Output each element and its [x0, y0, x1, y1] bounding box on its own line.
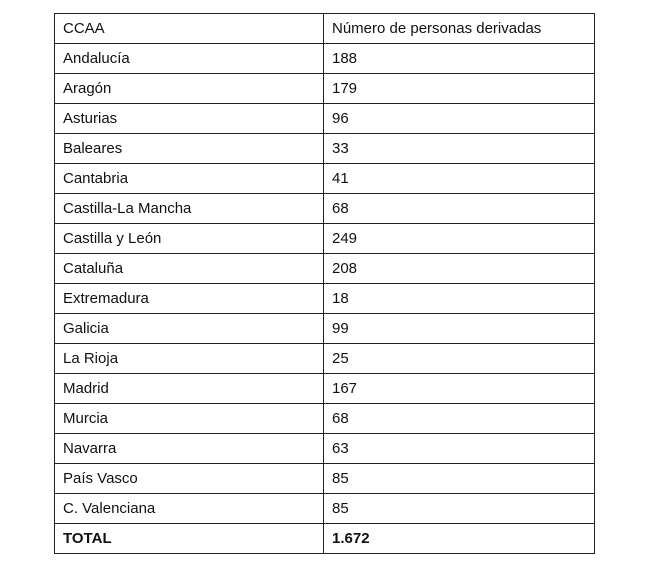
count-cell: 68 — [324, 404, 595, 434]
region-cell: Castilla y León — [55, 224, 324, 254]
count-cell: 25 — [324, 344, 595, 374]
total-value: 1.672 — [324, 524, 595, 554]
region-cell: C. Valenciana — [55, 494, 324, 524]
derivations-table — [54, 13, 595, 554]
count-cell: 41 — [324, 164, 595, 194]
total-label: TOTAL — [55, 524, 324, 554]
count-cell: 167 — [324, 374, 595, 404]
table-row — [55, 74, 595, 104]
table-row — [55, 44, 595, 74]
region-cell: La Rioja — [55, 344, 324, 374]
table-row — [55, 374, 595, 404]
region-cell: Baleares — [55, 134, 324, 164]
count-cell: 63 — [324, 434, 595, 464]
table-row — [55, 254, 595, 284]
region-cell: Galicia — [55, 314, 324, 344]
region-cell: Asturias — [55, 104, 324, 134]
region-cell: País Vasco — [55, 464, 324, 494]
region-cell: Andalucía — [55, 44, 324, 74]
table-row — [55, 134, 595, 164]
column-header-personas: Número de personas derivadas — [324, 14, 595, 44]
count-cell: 249 — [324, 224, 595, 254]
table-row — [55, 284, 595, 314]
count-cell: 33 — [324, 134, 595, 164]
table-row — [55, 164, 595, 194]
table-row — [55, 494, 595, 524]
region-cell: Madrid — [55, 374, 324, 404]
table-row — [55, 224, 595, 254]
table-row — [55, 344, 595, 374]
count-cell: 85 — [324, 494, 595, 524]
table-header-row — [55, 14, 595, 44]
region-cell: Navarra — [55, 434, 324, 464]
count-cell: 68 — [324, 194, 595, 224]
region-cell: Aragón — [55, 74, 324, 104]
region-cell: Extremadura — [55, 284, 324, 314]
total-row — [55, 524, 595, 554]
count-cell: 99 — [324, 314, 595, 344]
table-row — [55, 434, 595, 464]
count-cell: 188 — [324, 44, 595, 74]
table-row — [55, 464, 595, 494]
count-cell: 208 — [324, 254, 595, 284]
count-cell: 18 — [324, 284, 595, 314]
region-cell: Cataluña — [55, 254, 324, 284]
count-cell: 96 — [324, 104, 595, 134]
table-row — [55, 104, 595, 134]
region-cell: Murcia — [55, 404, 324, 434]
region-cell: Castilla-La Mancha — [55, 194, 324, 224]
column-header-ccaa: CCAA — [55, 14, 324, 44]
count-cell: 85 — [324, 464, 595, 494]
table-row — [55, 194, 595, 224]
region-cell: Cantabria — [55, 164, 324, 194]
table-row — [55, 314, 595, 344]
count-cell: 179 — [324, 74, 595, 104]
table-row — [55, 404, 595, 434]
